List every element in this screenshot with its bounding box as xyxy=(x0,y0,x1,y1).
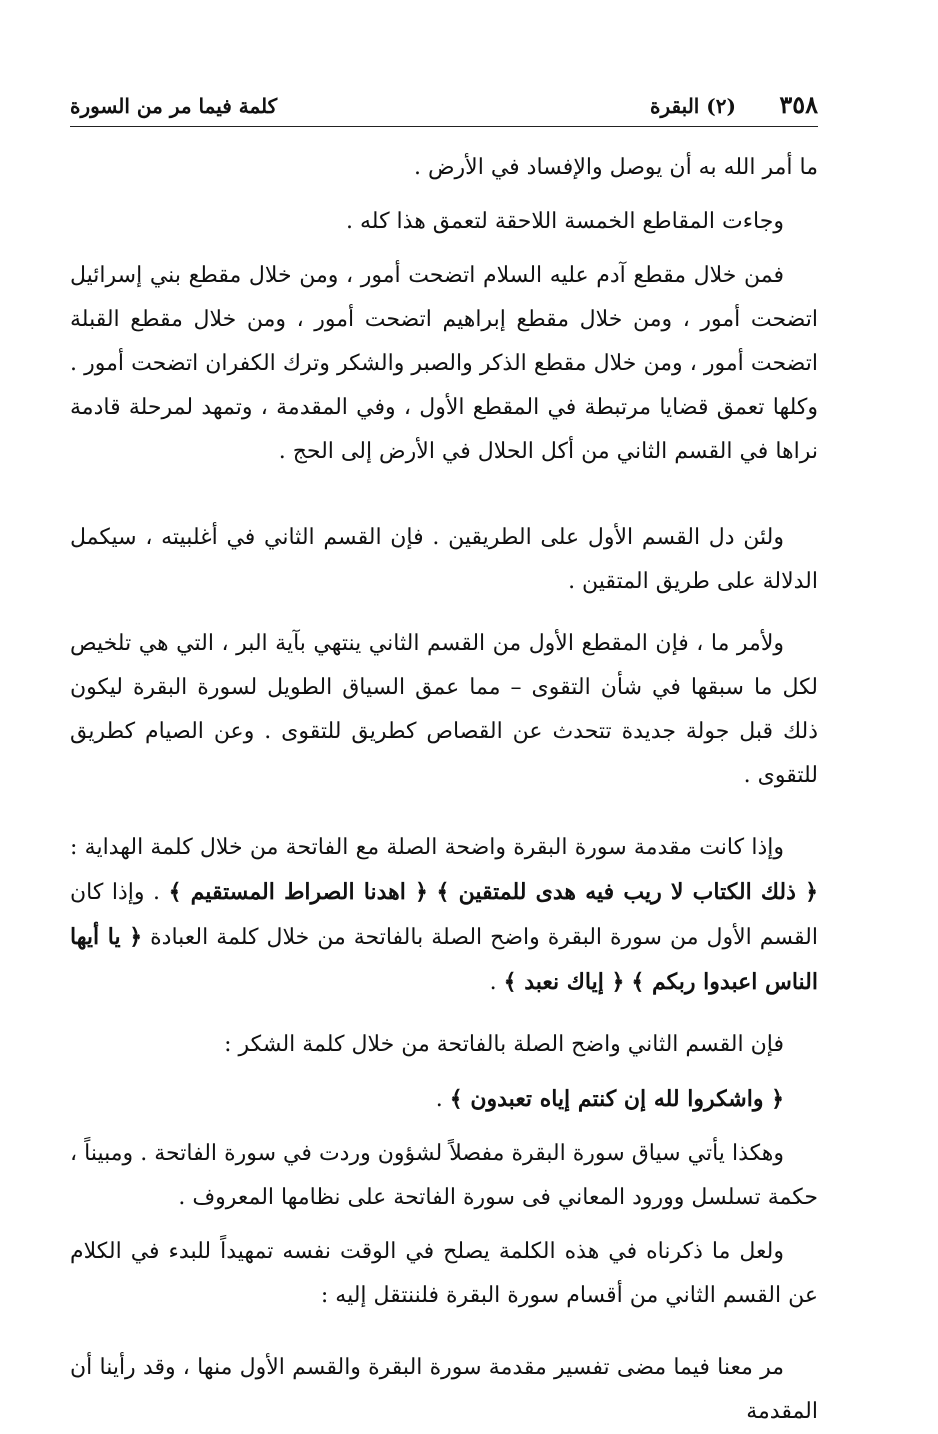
quran-verse: ﴿ واشكروا لله إن كنتم إياه تعبدون ﴾ xyxy=(449,1086,784,1112)
section-title: كلمة فيما مر من السورة xyxy=(70,94,278,118)
paragraph-text: . وإذا كان القسم الأول من سورة البقرة واضح الصلة بالفاتحة من خلال كلمة العبادة xyxy=(70,880,818,950)
quran-verse: ﴿ اهدنا الصراط المستقيم ﴾ xyxy=(168,879,428,905)
paragraph: فإن القسم الثاني واضح الصلة بالفاتحة من خلال كلمة الشكر : xyxy=(224,1032,784,1057)
surah-title: (٢) البقرة xyxy=(650,94,736,118)
paragraph: ما أمر الله به أن يوصل والإفساد في الأرض . xyxy=(413,155,818,180)
quran-verse: ﴿ يا أيها الناس اعبدوا ربكم ﴾ xyxy=(70,924,818,995)
paragraph-text: وإذا كانت مقدمة سورة البقرة واضحة الصلة مع الفاتحة من خلال كلمة الهداية : xyxy=(70,835,784,860)
page-number: ٣٥٨ xyxy=(779,90,818,119)
paragraph-text: . xyxy=(435,1087,450,1112)
paragraph-text: . xyxy=(489,970,504,995)
quran-verse: ﴿ إياك نعبد ﴾ xyxy=(503,969,625,995)
paragraph: فمن خلال مقطع آدم عليه السلام اتضحت أمور ، ومن خلال مقطع بني إسرائيل اتضحت أمور ، ومن خلال مقطع إبراهيم اتضحت أمور ، ومن خلال مقطع القبلة اتضحت أمور ، ومن خلال مقطع الذكر والصبر والشكر وترك الكفران اتضحت أمور . وكلها تعمق قضايا مرتبطة في المقطع الأول ، وفي المقدمة ، وتمهد لمرحلة قادمة نراها في القسم الثاني من أكل الحلال في الأرض إلى الحج . xyxy=(70,263,818,464)
paragraph: ولأمر ما ، فإن المقطع الأول من القسم الثاني ينتهي بآية البر ، التي هي تلخيص لكل ما سبقها في شأن التقوى – مما عمق السياق الطويل لسورة البقرة ليكون ذلك قبل جولة جديدة تتحدث عن القصاص كطريق للتقوى . وعن الصيام كطريق للتقوى . xyxy=(70,631,819,788)
verse-line xyxy=(70,1077,818,1122)
page-header xyxy=(70,86,818,127)
paragraph: ولعل ما ذكرناه في هذه الكلمة يصلح في الوقت نفسه تمهيداً للبدء في الكلام عن القسم الثاني من أقسام سورة البقرة فلننتقل إليه : xyxy=(70,1239,818,1308)
paragraph-with-verses xyxy=(70,826,818,1005)
paragraph: مر معنا فيما مضى تفسير مقدمة سورة البقرة والقسم الأول منها ، وقد رأينا أن المقدمة xyxy=(70,1355,818,1424)
main-text xyxy=(70,146,818,1434)
paragraph: وجاءت المقاطع الخمسة اللاحقة لتعمق هذا كله . xyxy=(346,209,784,234)
quran-verse: ﴿ ذلك الكتاب لا ريب فيه هدى للمتقين ﴾ xyxy=(436,879,819,905)
paragraph: وهكذا يأتي سياق سورة البقرة مفصلاً لشؤون وردت في سورة الفاتحة . ومبيناً ، حكمة تسلسل وورود المعاني فى سورة الفاتحة على نظامها المعروف . xyxy=(70,1141,818,1210)
paragraph: ولئن دل القسم الأول على الطريقين . فإن القسم الثاني في أغلبيته ، سيكمل الدلالة على طريق المتقين . xyxy=(70,525,818,594)
